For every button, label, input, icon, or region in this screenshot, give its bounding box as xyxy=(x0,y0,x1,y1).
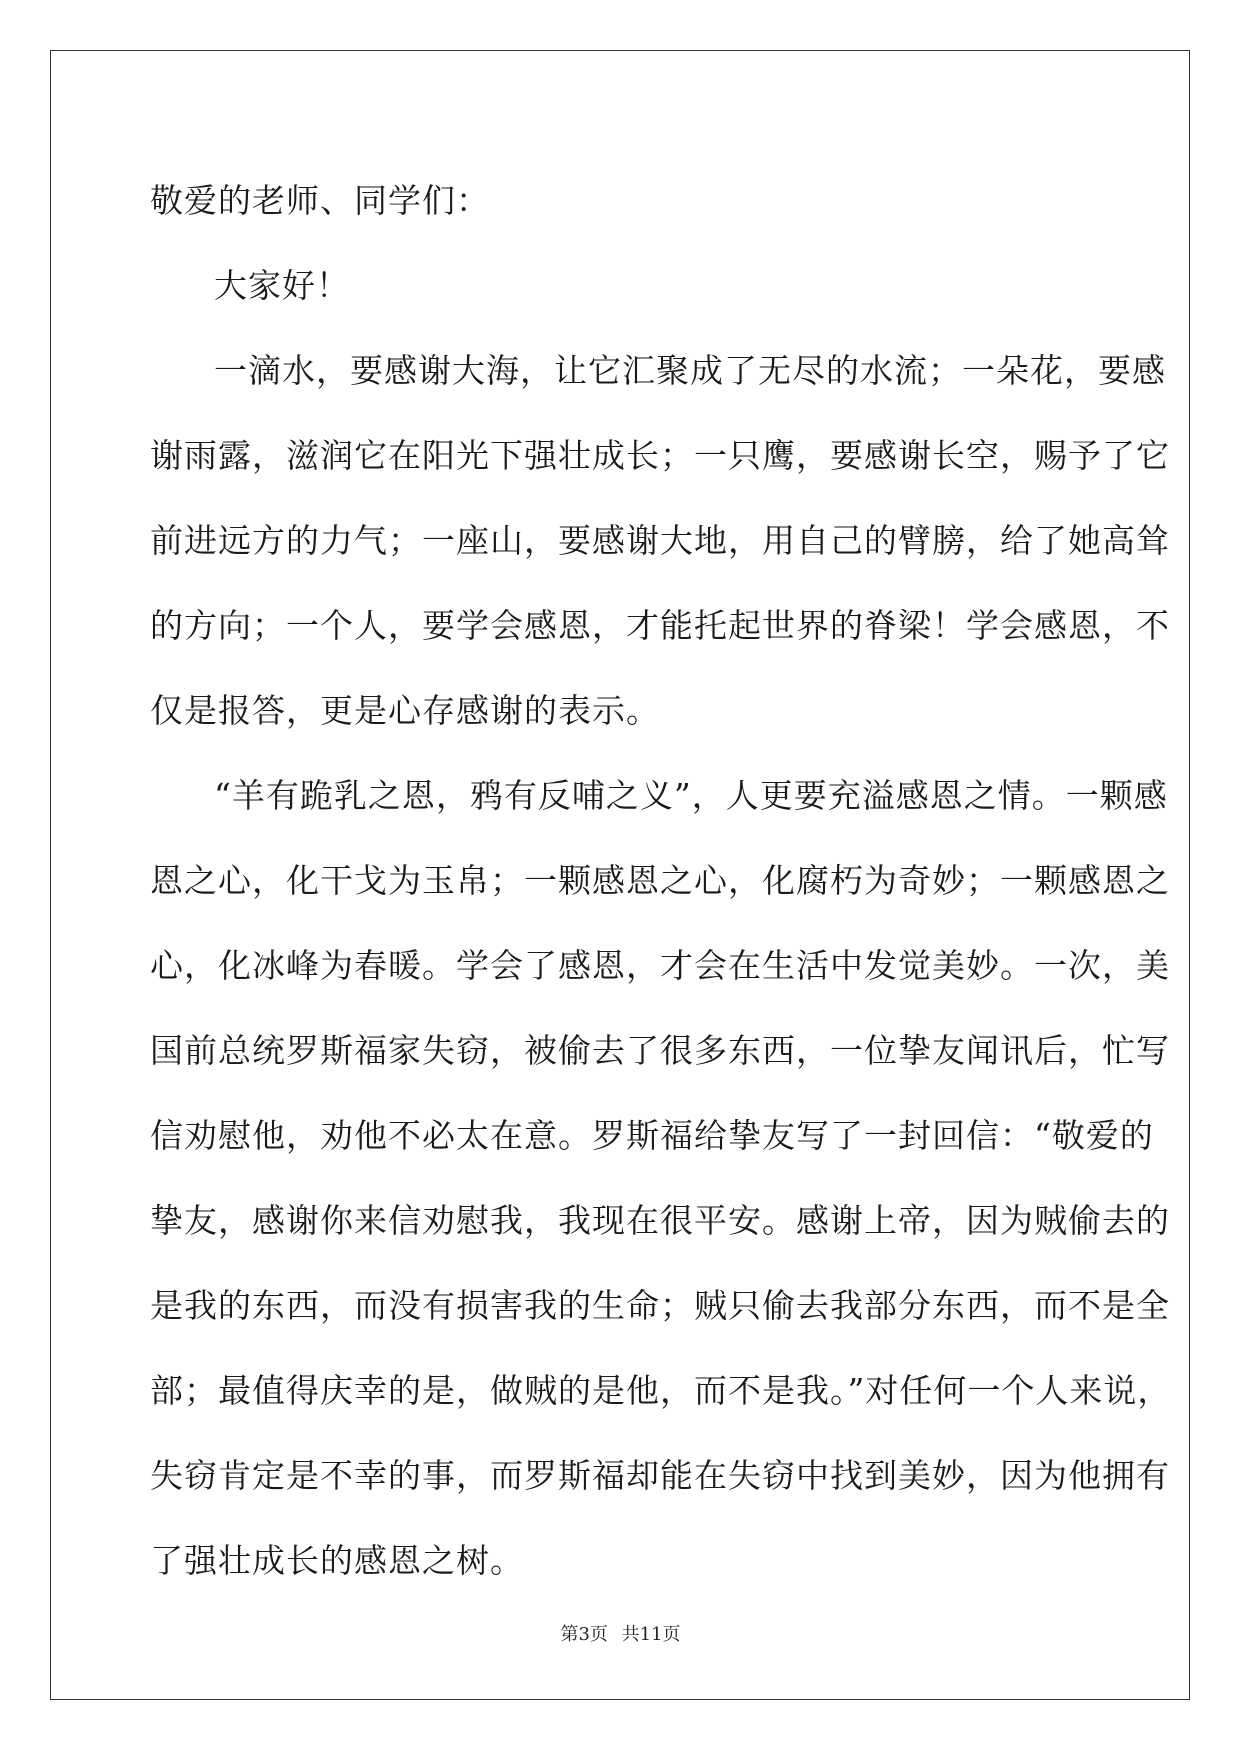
page-footer xyxy=(0,1620,1241,1646)
salutation: 敬爱的老师、同学们： xyxy=(150,181,490,220)
paragraph-line: 前进远方的力气；一座山，要感谢大地，用自己的臂膀，给了她高耸 xyxy=(150,521,1170,560)
paragraph-2 xyxy=(150,753,1172,1603)
paragraph-line: 恩之心，化干戈为玉帛；一颗感恩之心，化腐朽为奇妙；一颗感恩之 xyxy=(150,861,1170,900)
paragraph-line: 挚友，感谢你来信劝慰我，我现在很平安。感谢上帝，因为贼偷去的 xyxy=(150,1201,1170,1240)
paragraph-line: 国前总统罗斯福家失窃，被偷去了很多东西，一位挚友闻讯后，忙写 xyxy=(150,1031,1170,1070)
paragraph-1 xyxy=(150,328,1170,753)
paragraph-line: 仅是报答，更是心存感谢的表示。 xyxy=(150,691,660,730)
paragraph-line: 了强壮成长的感恩之树。 xyxy=(150,1541,524,1580)
paragraph-line: 信劝慰他，劝他不必太在意。罗斯福给挚友写了一封回信：“敬爱的 xyxy=(150,1116,1154,1155)
paragraph-line: 失窃肯定是不幸的事，而罗斯福却能在失窃中找到美妙，因为他拥有 xyxy=(150,1456,1170,1495)
page-current: 第3页 xyxy=(560,1624,608,1645)
paragraph-line: “羊有跪乳之恩，鸦有反哺之义”，人更要充溢感恩之情。一颗感 xyxy=(214,776,1168,815)
document-body xyxy=(150,158,1172,1603)
paragraph-line: 部；最值得庆幸的是，做贼的是他，而不是我。”对任何一个人来说， xyxy=(150,1371,1172,1410)
paragraph-line: 心，化冰峰为春暖。学会了感恩，才会在生活中发觉美妙。一次，美 xyxy=(150,946,1170,985)
paragraph-line: 谢雨露，滋润它在阳光下强壮成长；一只鹰，要感谢长空，赐予了它 xyxy=(150,436,1170,475)
paragraph-line: 的方向；一个人，要学会感恩，才能托起世界的脊梁！学会感恩，不 xyxy=(150,606,1170,645)
page-total: 共11页 xyxy=(621,1624,681,1645)
greeting: 大家好！ xyxy=(214,266,350,305)
paragraph-line: 一滴水，要感谢大海，让它汇聚成了无尽的水流；一朵花，要感 xyxy=(214,351,1166,390)
paragraph-line: 是我的东西，而没有损害我的生命；贼只偷去我部分东西，而不是全 xyxy=(150,1286,1170,1325)
